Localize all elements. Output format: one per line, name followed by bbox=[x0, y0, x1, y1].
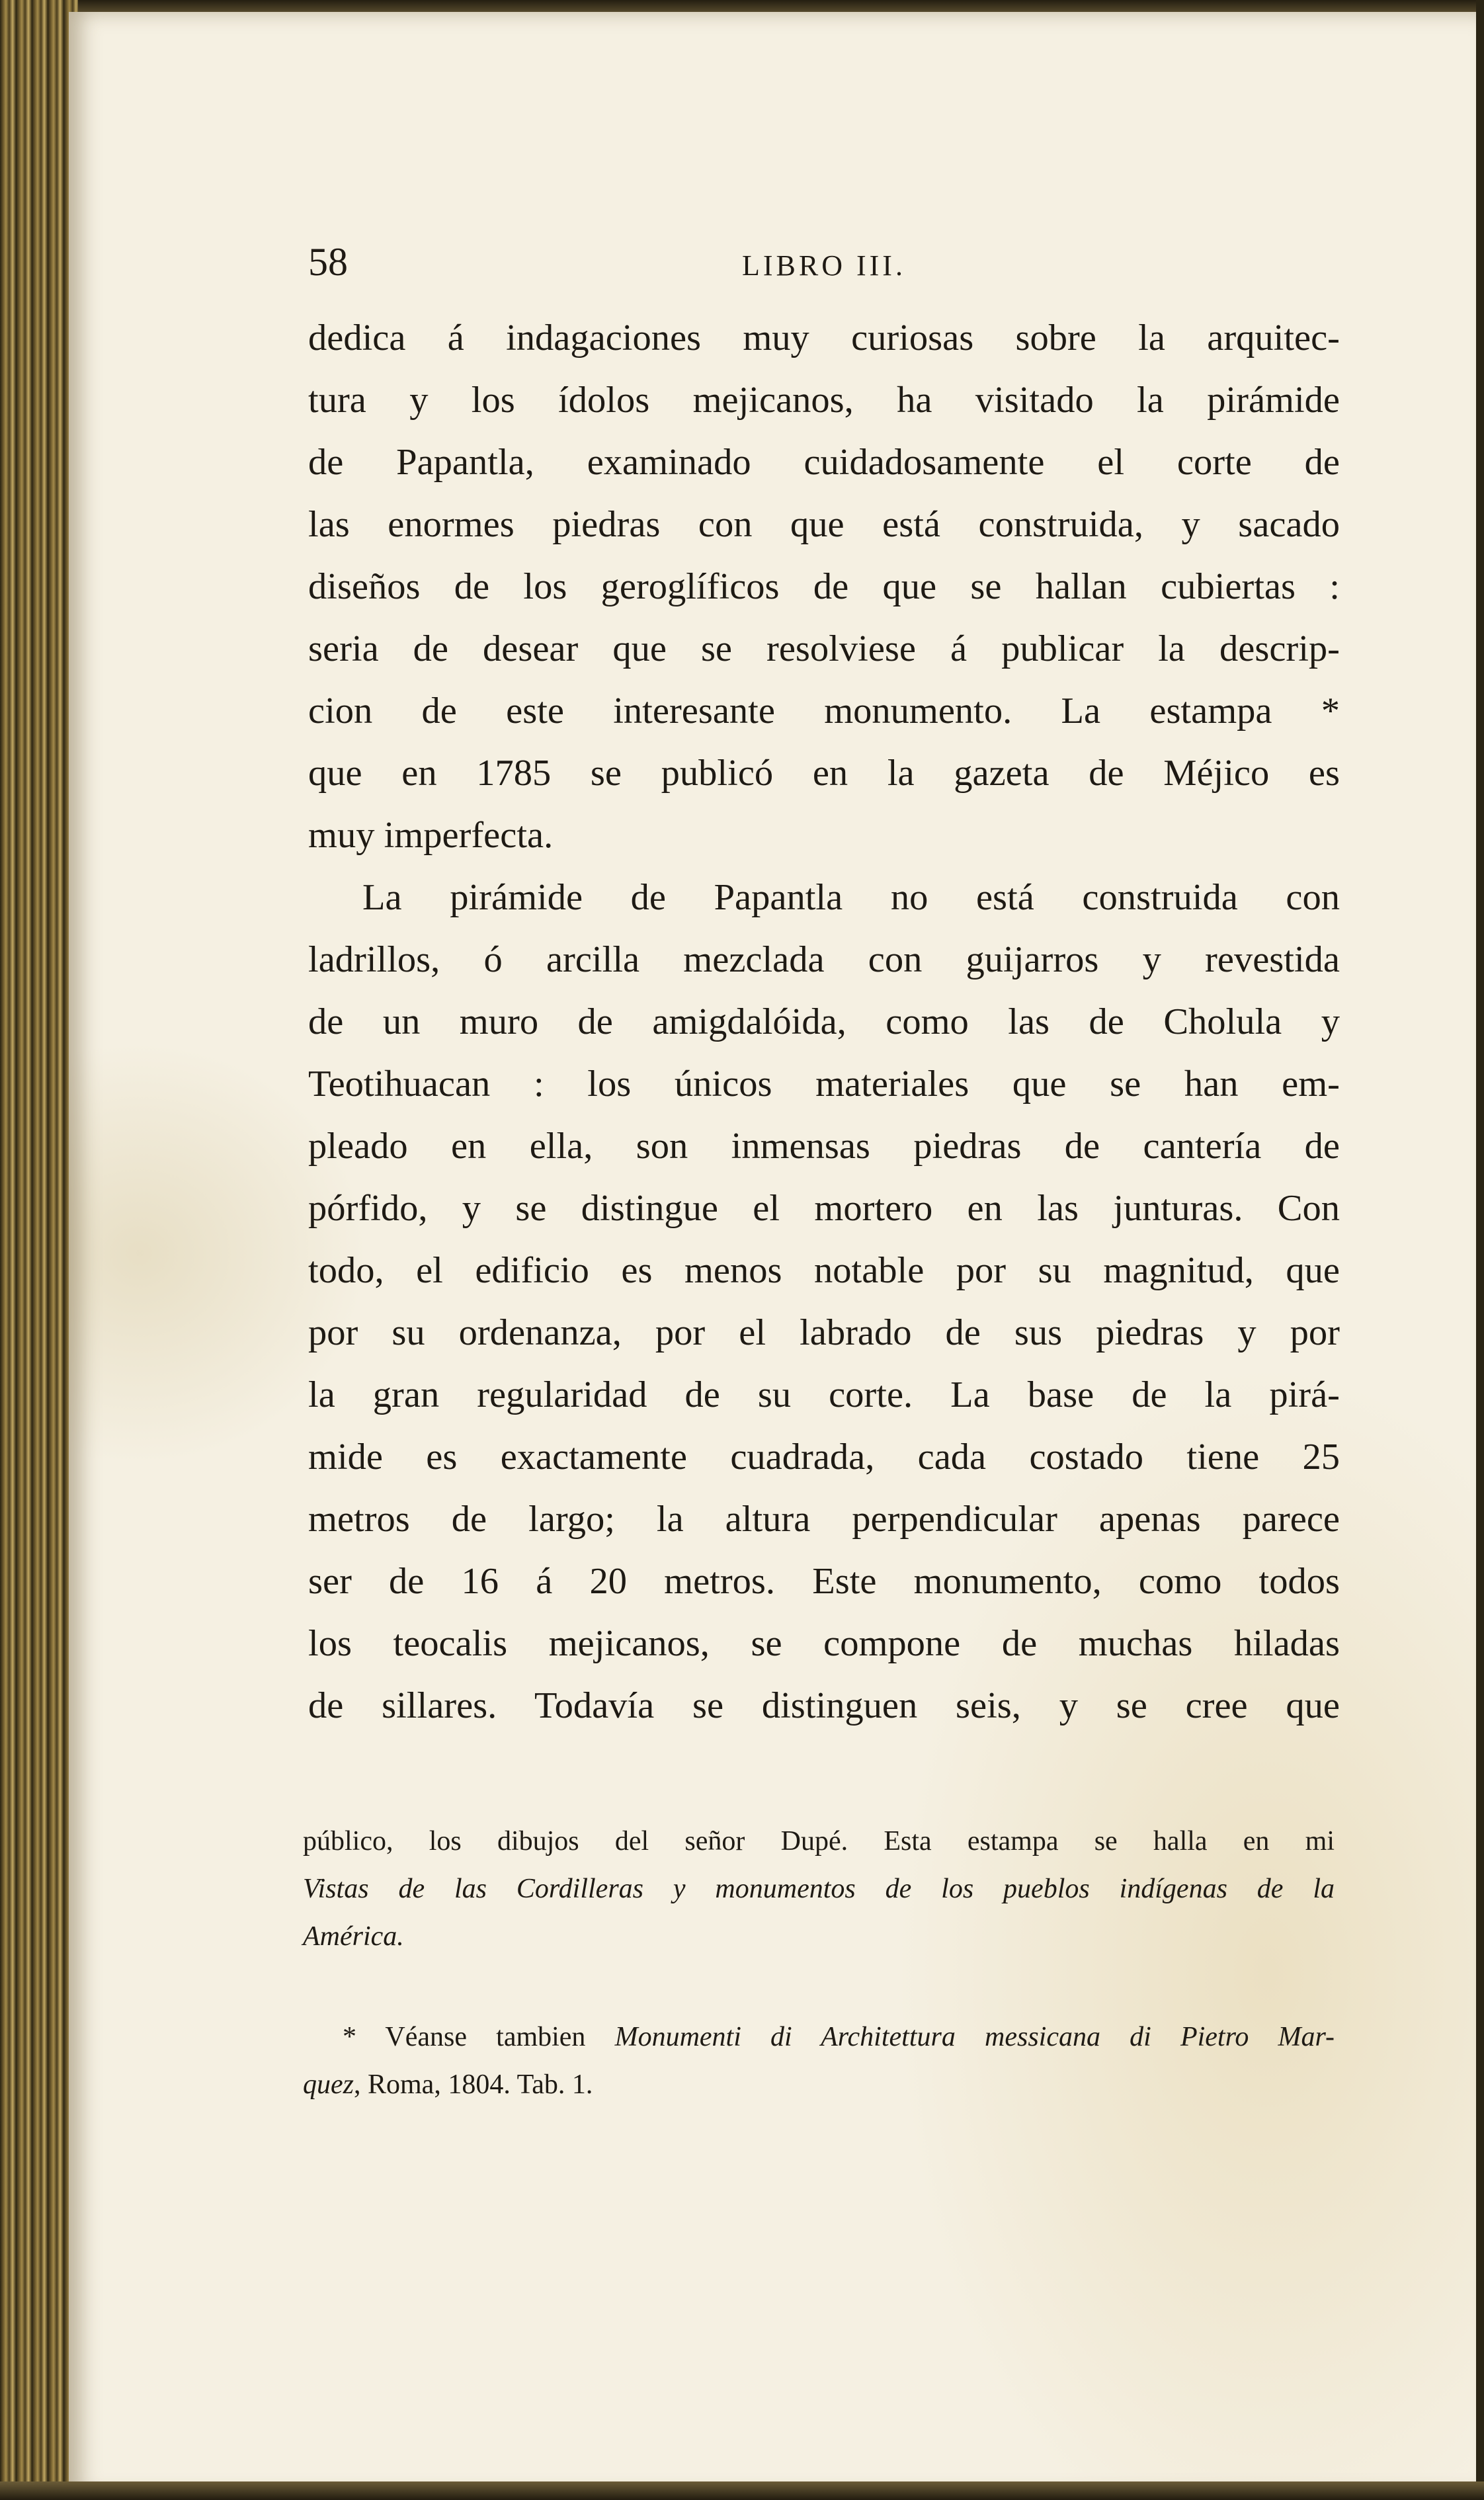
body-line: tura y los ídolos mejicanos, ha visitado la pirámide bbox=[308, 380, 1340, 421]
footnote-continued bbox=[303, 1817, 1335, 1960]
body-line: los teocalis mejicanos, se compone de muchas hiladas bbox=[308, 1623, 1340, 1664]
body-line: ladrillos, ó arcilla mezclada con guijarros y revestida bbox=[308, 939, 1340, 980]
running-head bbox=[308, 239, 1340, 292]
footnote-line: Vistas de las Cordilleras y monumentos de los pueblos indígenas de la bbox=[303, 1874, 1335, 1904]
body-line: de sillares. Todavía se distinguen seis, y se cree que bbox=[308, 1685, 1340, 1726]
body-line: mide es exactamente cuadrada, cada costado tiene 25 bbox=[308, 1437, 1340, 1478]
chapter-header: LIBRO III. bbox=[742, 249, 906, 282]
body-line: pleado en ella, son inmensas piedras de cantería de bbox=[308, 1126, 1340, 1167]
footnote-line: público, los dibujos del señor Dupé. Esta estampa se halla en mi bbox=[303, 1826, 1335, 1856]
body-line: muy imperfecta. bbox=[308, 815, 554, 856]
footnote-star-lead: * Véanse tambien bbox=[343, 2022, 615, 2052]
body-line: de Papantla, examinado cuidadosamente el corte de bbox=[308, 442, 1340, 483]
body-line: diseños de los geroglíficos de que se hallan cubiertas : bbox=[308, 566, 1340, 607]
footnote-citation: , Roma, 1804. Tab. 1. bbox=[354, 2069, 593, 2100]
body-line: la gran regularidad de su corte. La base de la pirá- bbox=[308, 1374, 1340, 1415]
body-line: pórfido, y se distingue el mortero en las junturas. Con bbox=[308, 1188, 1340, 1229]
page-bottom-edge bbox=[0, 2481, 1484, 2500]
book-spine-edge bbox=[0, 0, 78, 2500]
body-text bbox=[308, 307, 1340, 1737]
body-line: las enormes piedras con que está construida, y sacado bbox=[308, 504, 1340, 545]
body-line: seria de desear que se resolviese á publicar la descrip- bbox=[308, 628, 1340, 669]
body-line: metros de largo; la altura perpendicular apenas parece bbox=[308, 1499, 1340, 1540]
body-line: cion de este interesante monumento. La estampa * bbox=[308, 690, 1340, 731]
body-line: todo, el edificio es menos notable por su magnitud, que bbox=[308, 1250, 1340, 1291]
page-number: 58 bbox=[308, 240, 348, 284]
body-line: de un muro de amigdalóida, como las de Cholula y bbox=[308, 1001, 1340, 1042]
body-line: Teotihuacan : los únicos materiales que se han em- bbox=[308, 1063, 1340, 1104]
footnote-work-title: Monumenti di Architettura messicana di Pietro Mar- bbox=[614, 2022, 1335, 2052]
footnote-line bbox=[303, 2061, 1335, 2108]
footnote-star bbox=[303, 2013, 1335, 2108]
body-line: dedica á indagaciones muy curiosas sobre la arquitec- bbox=[308, 317, 1340, 358]
page-right-edge bbox=[1476, 0, 1484, 2500]
footnote-work-title-end: quez bbox=[303, 2069, 354, 2100]
body-line: por su ordenanza, por el labrado de sus piedras y por bbox=[308, 1312, 1340, 1353]
body-line: que en 1785 se publicó en la gazeta de Méjico es bbox=[308, 753, 1340, 794]
footnote-line: América. bbox=[303, 1921, 404, 1952]
footnote-line bbox=[303, 2013, 1335, 2061]
paragraph-start-line: La pirámide de Papantla no está construida con bbox=[362, 877, 1340, 918]
body-line: ser de 16 á 20 metros. Este monumento, como todos bbox=[308, 1561, 1340, 1602]
